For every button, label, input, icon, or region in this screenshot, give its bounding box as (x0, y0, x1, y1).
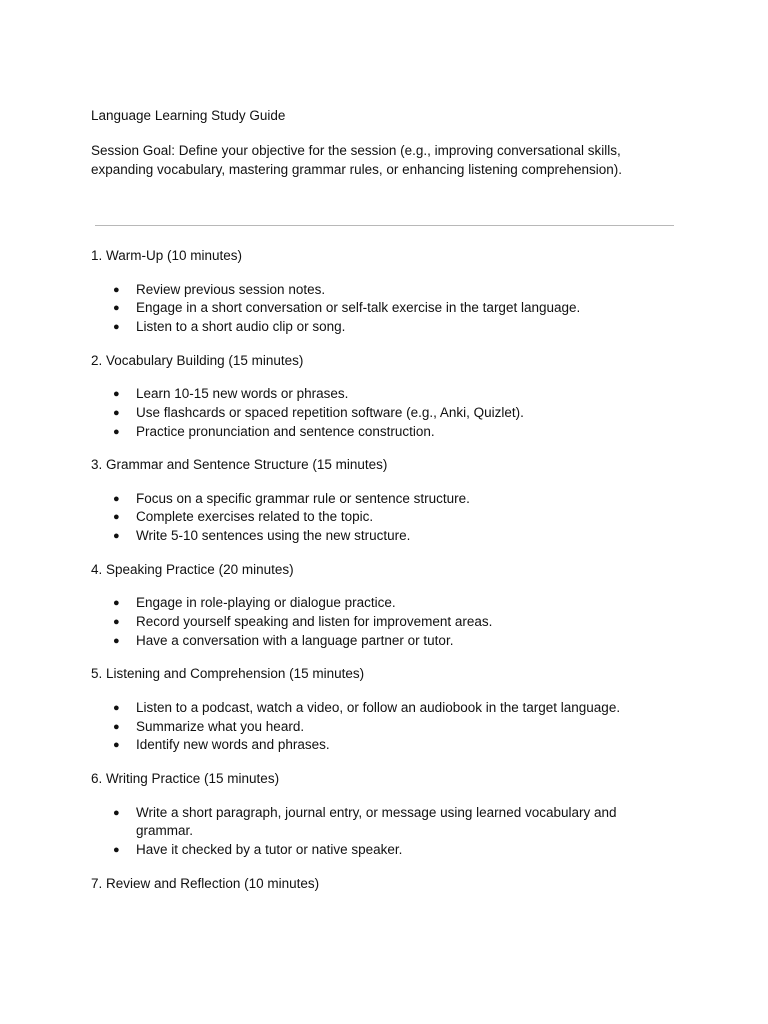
bullet-dot-icon: ● (113, 283, 120, 296)
bullet-list (91, 699, 691, 755)
list-item-text: Engage in role-playing or dialogue practice. (136, 595, 396, 611)
list-item-text: Engage in a short conversation or self-talk exercise in the target language. (136, 300, 581, 316)
section-heading: 4. Speaking Practice (20 minutes) (91, 561, 294, 577)
session-goal-paragraph: Session Goal: Define your objective for the session (e.g., improving conversational skills, expanding vocabulary, mastering grammar rules, or enhancing listening comprehension). (91, 143, 623, 177)
section-heading: 7. Review and Reflection (10 minutes) (91, 875, 320, 891)
section-heading: 2. Vocabulary Building (15 minutes) (91, 352, 304, 368)
horizontal-divider (95, 225, 674, 226)
list-item (91, 594, 676, 613)
list-item (91, 318, 676, 337)
list-item-text: Have a conversation with a language partner or tutor. (136, 632, 454, 648)
list-item-text: Learn 10-15 new words or phrases. (136, 386, 349, 402)
bullet-dot-icon: ● (113, 616, 120, 629)
list-item (91, 527, 676, 546)
list-item-text: Write a short paragraph, journal entry, or message using learned vocabulary and grammar. (136, 804, 617, 839)
list-item-text: Identify new words and phrases. (136, 737, 330, 753)
list-item-text: Review previous session notes. (136, 281, 326, 297)
list-item (91, 385, 676, 404)
bullet-dot-icon: ● (113, 425, 120, 438)
bullet-dot-icon: ● (113, 806, 120, 819)
section-heading: 5. Listening and Comprehension (15 minutes) (91, 666, 365, 682)
bullet-list (91, 804, 691, 860)
bullet-dot-icon: ● (113, 739, 120, 752)
list-item (91, 299, 676, 318)
list-item-text: Practice pronunciation and sentence construction. (136, 423, 435, 439)
bullet-dot-icon: ● (113, 701, 120, 714)
list-item (91, 718, 676, 737)
bullet-dot-icon: ● (113, 530, 120, 543)
bullet-list (91, 385, 691, 441)
bullet-dot-icon: ● (113, 843, 120, 856)
list-item-text: Write 5-10 sentences using the new structure. (136, 528, 411, 544)
list-item (91, 632, 676, 651)
bullet-dot-icon: ● (113, 388, 120, 401)
study-sections (91, 247, 691, 908)
list-item-text: Complete exercises related to the topic. (136, 509, 374, 525)
list-item-text: Have it checked by a tutor or native speaker. (136, 841, 403, 857)
document-title: Language Learning Study Guide (91, 108, 286, 123)
bullet-list (91, 490, 691, 546)
bullet-dot-icon: ● (113, 597, 120, 610)
list-item (91, 736, 676, 755)
list-item-text: Use flashcards or spaced repetition software (e.g., Anki, Quizlet). (136, 404, 524, 420)
list-item (91, 613, 676, 632)
list-item-text: Summarize what you heard. (136, 718, 305, 734)
bullet-list (91, 281, 691, 337)
list-item (91, 804, 676, 841)
bullet-dot-icon: ● (113, 634, 120, 647)
bullet-dot-icon: ● (113, 320, 120, 333)
bullet-dot-icon: ● (113, 406, 120, 419)
bullet-list (91, 594, 691, 650)
bullet-dot-icon: ● (113, 492, 120, 505)
list-item (91, 281, 676, 300)
list-item (91, 841, 676, 860)
bullet-dot-icon: ● (113, 511, 120, 524)
list-item (91, 699, 676, 718)
bullet-dot-icon: ● (113, 720, 120, 733)
section-heading: 1. Warm-Up (10 minutes) (91, 248, 243, 263)
list-item (91, 423, 676, 442)
list-item (91, 490, 676, 509)
bullet-dot-icon: ● (113, 302, 120, 315)
list-item-text: Listen to a short audio clip or song. (136, 318, 346, 334)
section-heading: 3. Grammar and Sentence Structure (15 minutes) (91, 457, 388, 473)
list-item (91, 404, 676, 423)
list-item-text: Listen to a podcast, watch a video, or follow an audiobook in the target language. (136, 699, 621, 715)
list-item-text: Focus on a specific grammar rule or sentence structure. (136, 490, 470, 506)
list-item (91, 508, 676, 527)
list-item-text: Record yourself speaking and listen for improvement areas. (136, 614, 493, 630)
section-heading: 6. Writing Practice (15 minutes) (91, 771, 280, 787)
